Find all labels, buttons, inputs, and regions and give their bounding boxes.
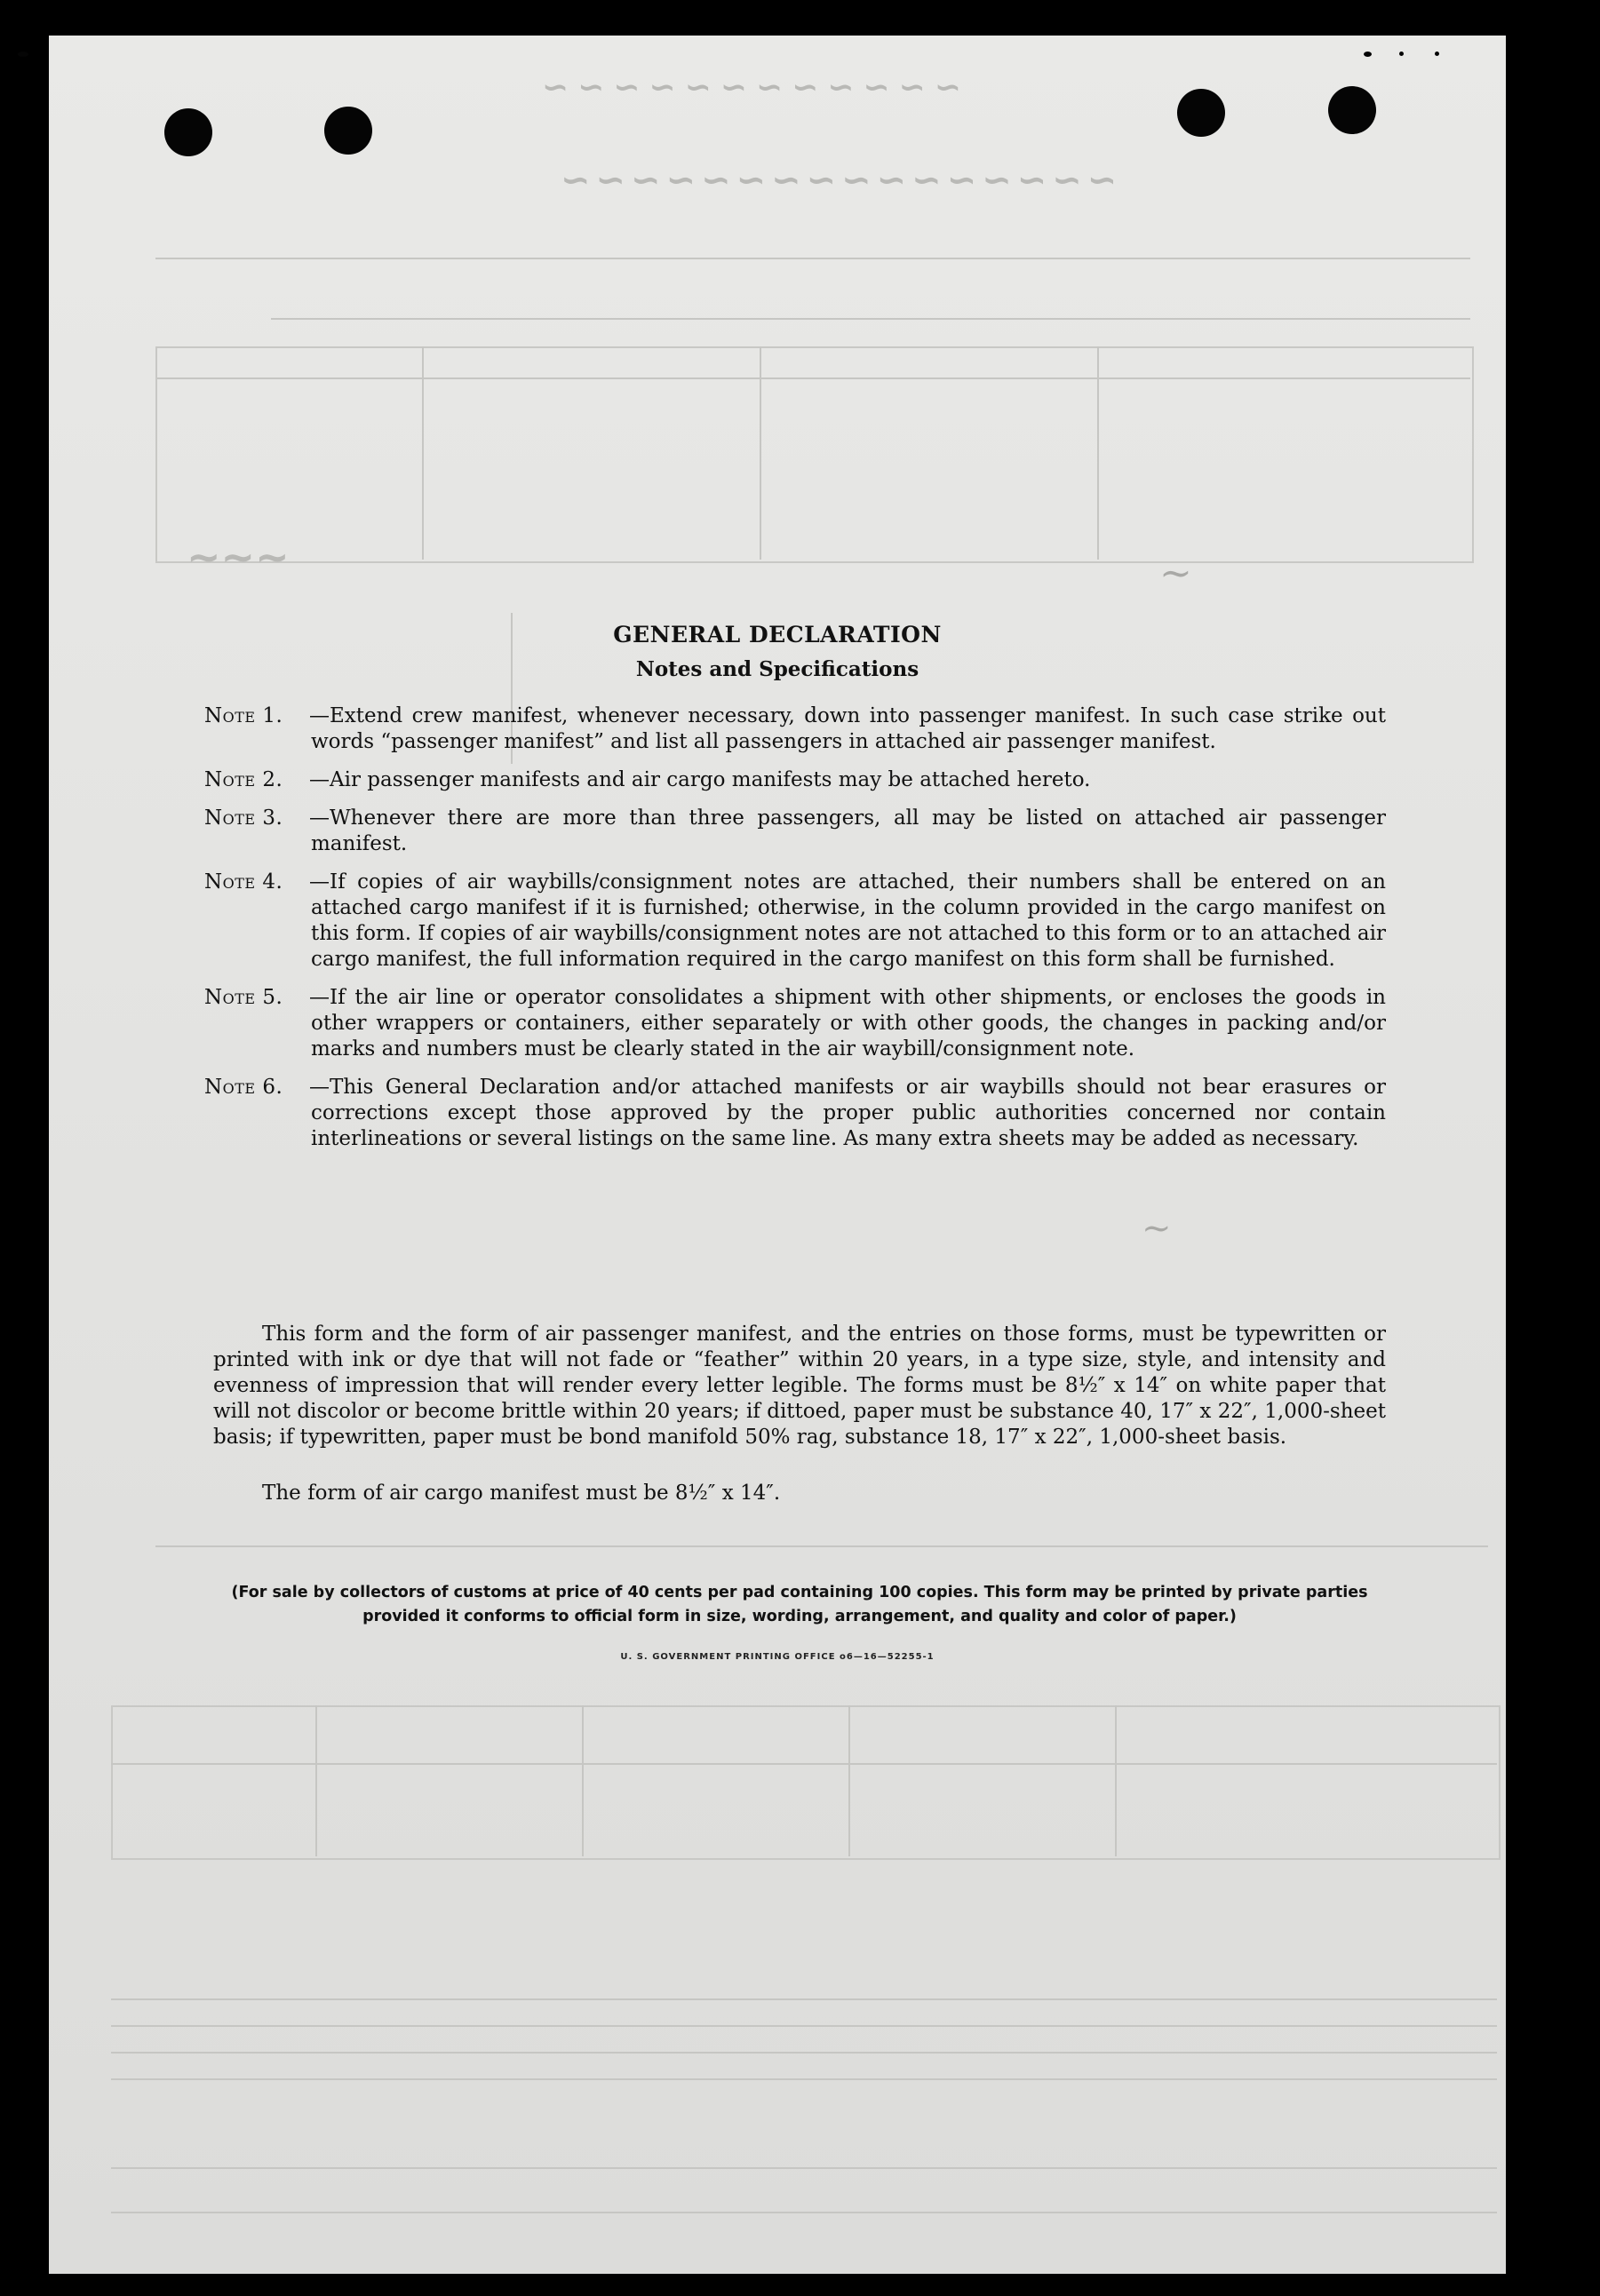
note-label: Note 1.	[204, 704, 283, 727]
document-page	[49, 36, 1506, 2274]
note-item	[204, 767, 1386, 793]
punch-hole	[1328, 86, 1376, 134]
note-item	[204, 703, 1386, 755]
bleed-through-line	[155, 1545, 1488, 1547]
bleed-through-line	[1097, 346, 1099, 560]
bleed-through-line	[155, 258, 1470, 259]
notes-list	[204, 703, 1386, 1164]
note-text: —If copies of air waybills/consignment notes are attached, their numbers shall be entered on an attached cargo manifest if it is furnished; otherwise, in the column provided in the cargo manifest on this form. If copies of air waybills/consignment notes are not attached to this form or to an attached air cargo manifest, the full information required in the cargo manifest on this form shall be furnished.	[309, 870, 1386, 971]
punch-hole	[164, 108, 212, 156]
bleed-through-table	[155, 346, 1474, 563]
speck-mark	[18, 52, 28, 57]
bleed-through-line	[111, 2167, 1497, 2169]
punch-hole	[324, 107, 372, 155]
note-text: —Air passenger manifests and air cargo manifests may be attached hereto.	[309, 768, 1091, 791]
note-label: Note 4.	[204, 870, 283, 894]
bleed-through-line	[111, 1998, 1497, 2000]
bleed-through-number: ~~~	[187, 533, 290, 581]
speck-mark	[1364, 52, 1372, 57]
note-item	[204, 1075, 1386, 1152]
note-label: Note 2.	[204, 768, 283, 791]
note-label: Note 6.	[204, 1076, 283, 1099]
paper-specification-paragraph: This form and the form of air passenger manifest, and the entries on those forms, must be typewritten or printed with ink or dye that will not fade or “feather” within 20 years, in a type size, style, and intensity and evenness of impression that will render every letter legible. The forms must be 8½″ x 14″ on white paper that will not discolor or become brittle within 20 years; if dittoed, paper must be substance 40, 17″ x 22″, 1,000-sheet basis; if typewritten, paper must be bond manifold 50% rag, substance 18, 17″ x 22″, 1,000-sheet basis.	[213, 1323, 1386, 1449]
sale-notice: (For sale by collectors of customs at price of 40 cents per pad containing 100 copies. This form may be printed by private parties provided it conforms to official form in size, wording, arrangement, and quality and color of paper.)	[231, 1584, 1368, 1625]
bleed-through-line	[422, 346, 424, 560]
bleed-through-line	[111, 2052, 1497, 2054]
bleed-through-line	[1115, 1705, 1117, 1856]
note-text: —This General Declaration and/or attached manifests or air waybills should not bear erasures or corrections except those approved by the proper public authorities concerned nor contain interlineations or several listings on the same line. As many extra sheets may be added as necessary.	[309, 1076, 1386, 1150]
bleed-through-line	[760, 346, 761, 560]
note-item	[204, 985, 1386, 1062]
bleed-through-handwriting: ~	[1142, 1208, 1172, 1249]
note-item	[204, 870, 1386, 973]
bleed-through-line	[582, 1705, 584, 1856]
cargo-manifest-size-line: The form of air cargo manifest must be 8½″ x 14″.	[262, 1482, 781, 1505]
bleed-through-line	[315, 1705, 317, 1856]
note-text: —If the air line or operator consolidates a shipment with other shipments, or encloses the goods in other wrappers or containers, either separately or with other goods, the changes in packing and/or marks and numbers must be clearly stated in the air waybill/consignment note.	[309, 986, 1386, 1061]
bleed-through-line	[271, 318, 1470, 320]
page-title: GENERAL DECLARATION	[613, 622, 942, 647]
bleed-through-text: ~~~~~~~~~~~~	[533, 69, 961, 106]
bleed-through-line	[111, 1763, 1497, 1765]
speck-mark	[1399, 52, 1404, 56]
bleed-through-line	[111, 2078, 1497, 2080]
note-item	[204, 806, 1386, 857]
bleed-through-line	[848, 1705, 850, 1856]
speck-mark	[1435, 52, 1439, 56]
page-subtitle: Notes and Specifications	[635, 657, 919, 681]
note-text: —Whenever there are more than three passengers, all may be listed on attached air passenger manifest.	[309, 806, 1386, 855]
bleed-through-handwriting: ~	[1159, 551, 1192, 596]
note-label: Note 3.	[204, 806, 283, 830]
bleed-through-table	[111, 1705, 1500, 1860]
note-text: —Extend crew manifest, whenever necessary, down into passenger manifest. In such case strike out words “passenger manifest” and list all passengers in attached air passenger manifest.	[309, 704, 1386, 753]
bleed-through-text: ~~~~~~~~~~~~~~~~	[555, 160, 1118, 201]
note-label: Note 5.	[204, 986, 283, 1009]
bleed-through-line	[111, 2025, 1497, 2027]
punch-hole	[1177, 89, 1225, 137]
bleed-through-line	[111, 2212, 1497, 2213]
printer-imprint: U. S. GOVERNMENT PRINTING OFFICE o6—16—52255-1	[620, 1652, 935, 1662]
